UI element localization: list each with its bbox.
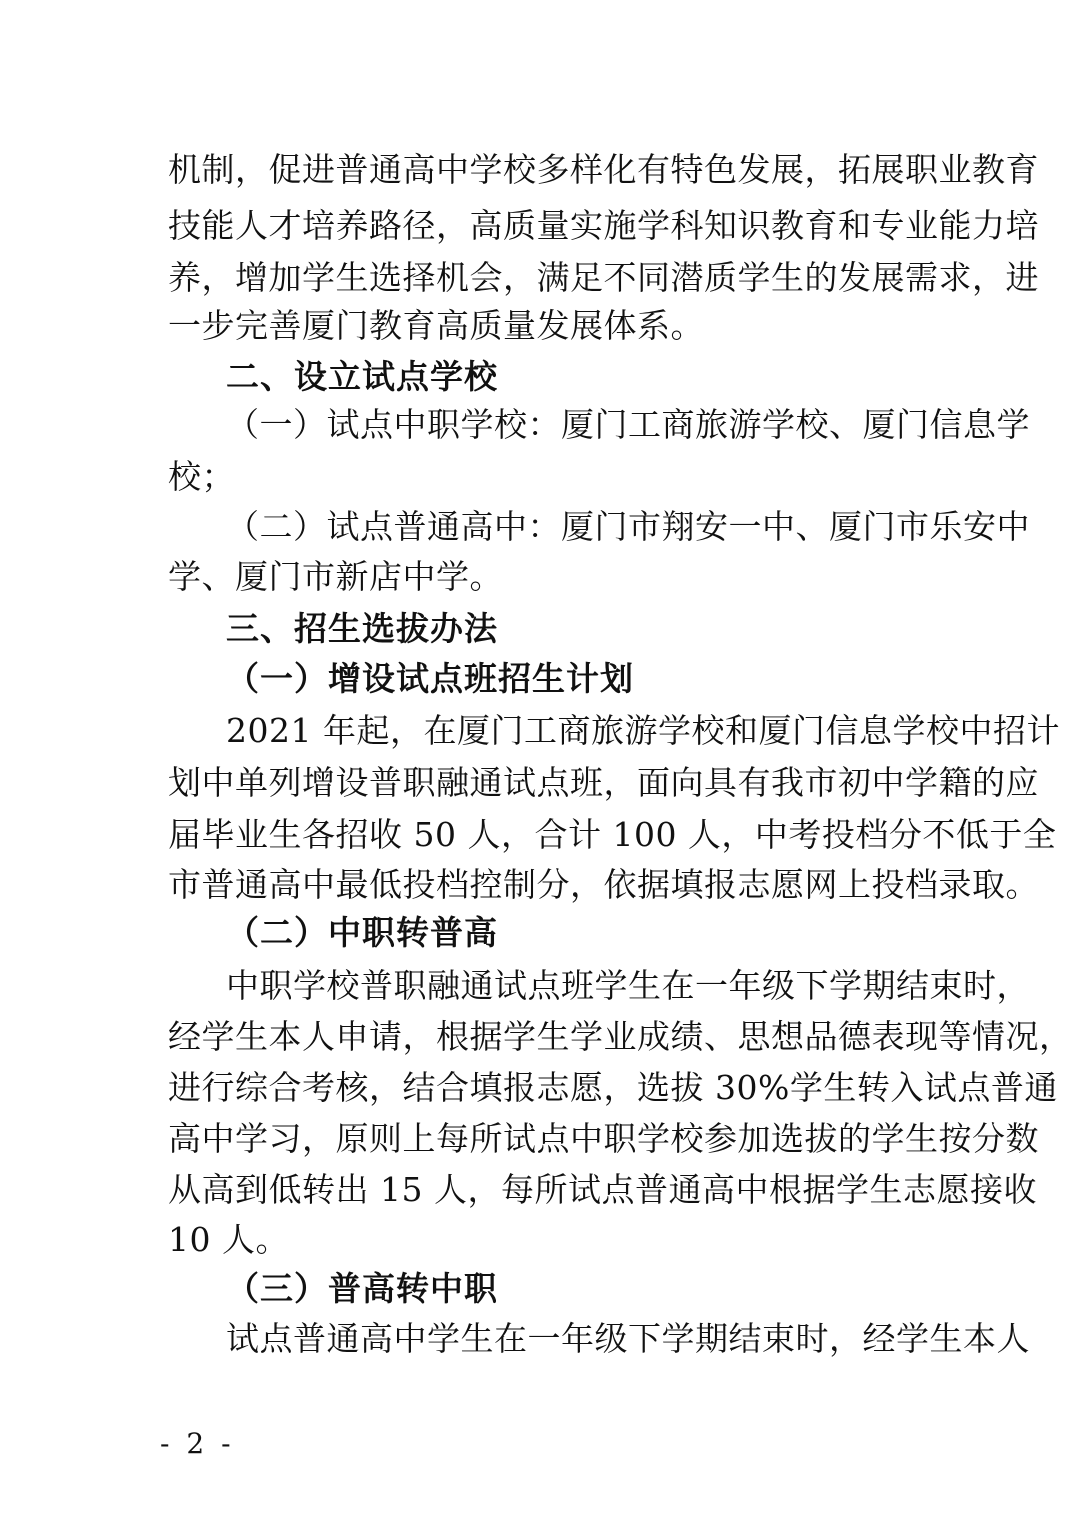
section-heading: 三、招生选拔办法: [226, 609, 498, 648]
paragraph-line: （二）试点普通高中：厦门市翔安一中、厦门市乐安中: [226, 507, 1030, 546]
paragraph-line: 届毕业生各招收 50 人，合计 100 人，中考投档分不低于全: [168, 815, 1057, 854]
paragraph-line: 进行综合考核，结合填报志愿，选拔 30%学生转入试点普通: [168, 1068, 1058, 1107]
paragraph-line: 养，增加学生选择机会，满足不同潜质学生的发展需求，进: [168, 258, 1039, 297]
paragraph-line: 经学生本人申请，根据学生学业成绩、思想品德表现等情况，: [168, 1017, 1073, 1056]
paragraph-line: 校；: [168, 457, 235, 496]
section-heading: 二、设立试点学校: [226, 357, 498, 396]
paragraph-line: 学、厦门市新店中学。: [168, 557, 503, 596]
paragraph-line: 市普通高中最低投档控制分，依据填报志愿网上投档录取。: [168, 865, 1039, 904]
paragraph-line: 中职学校普职融通试点班学生在一年级下学期结束时，: [226, 966, 1030, 1005]
subsection-heading: （二）中职转普高: [226, 913, 498, 952]
subsection-heading: （一）增设试点班招生计划: [226, 659, 634, 698]
paragraph-line: 从高到低转出 15 人，每所试点普通高中根据学生志愿接收: [168, 1170, 1037, 1209]
paragraph-line: 技能人才培养路径，高质量实施学科知识教育和专业能力培: [168, 206, 1039, 245]
paragraph-line: 一步完善厦门教育高质量发展体系。: [168, 306, 704, 345]
paragraph-line: （一）试点中职学校：厦门工商旅游学校、厦门信息学: [226, 405, 1030, 444]
paragraph-line: 2021 年起，在厦门工商旅游学校和厦门信息学校中招计: [226, 711, 1060, 750]
paragraph-line: 机制，促进普通高中学校多样化有特色发展，拓展职业教育: [168, 150, 1039, 189]
subsection-heading: （三）普高转中职: [226, 1269, 498, 1308]
paragraph-line: 高中学习，原则上每所试点中职学校参加选拔的学生按分数: [168, 1119, 1039, 1158]
paragraph-line: 10 人。: [168, 1220, 289, 1259]
page-number: - 2 -: [160, 1427, 235, 1460]
paragraph-line: 试点普通高中学生在一年级下学期结束时，经学生本人: [226, 1319, 1030, 1358]
paragraph-line: 划中单列增设普职融通试点班，面向具有我市初中学籍的应: [168, 763, 1039, 802]
